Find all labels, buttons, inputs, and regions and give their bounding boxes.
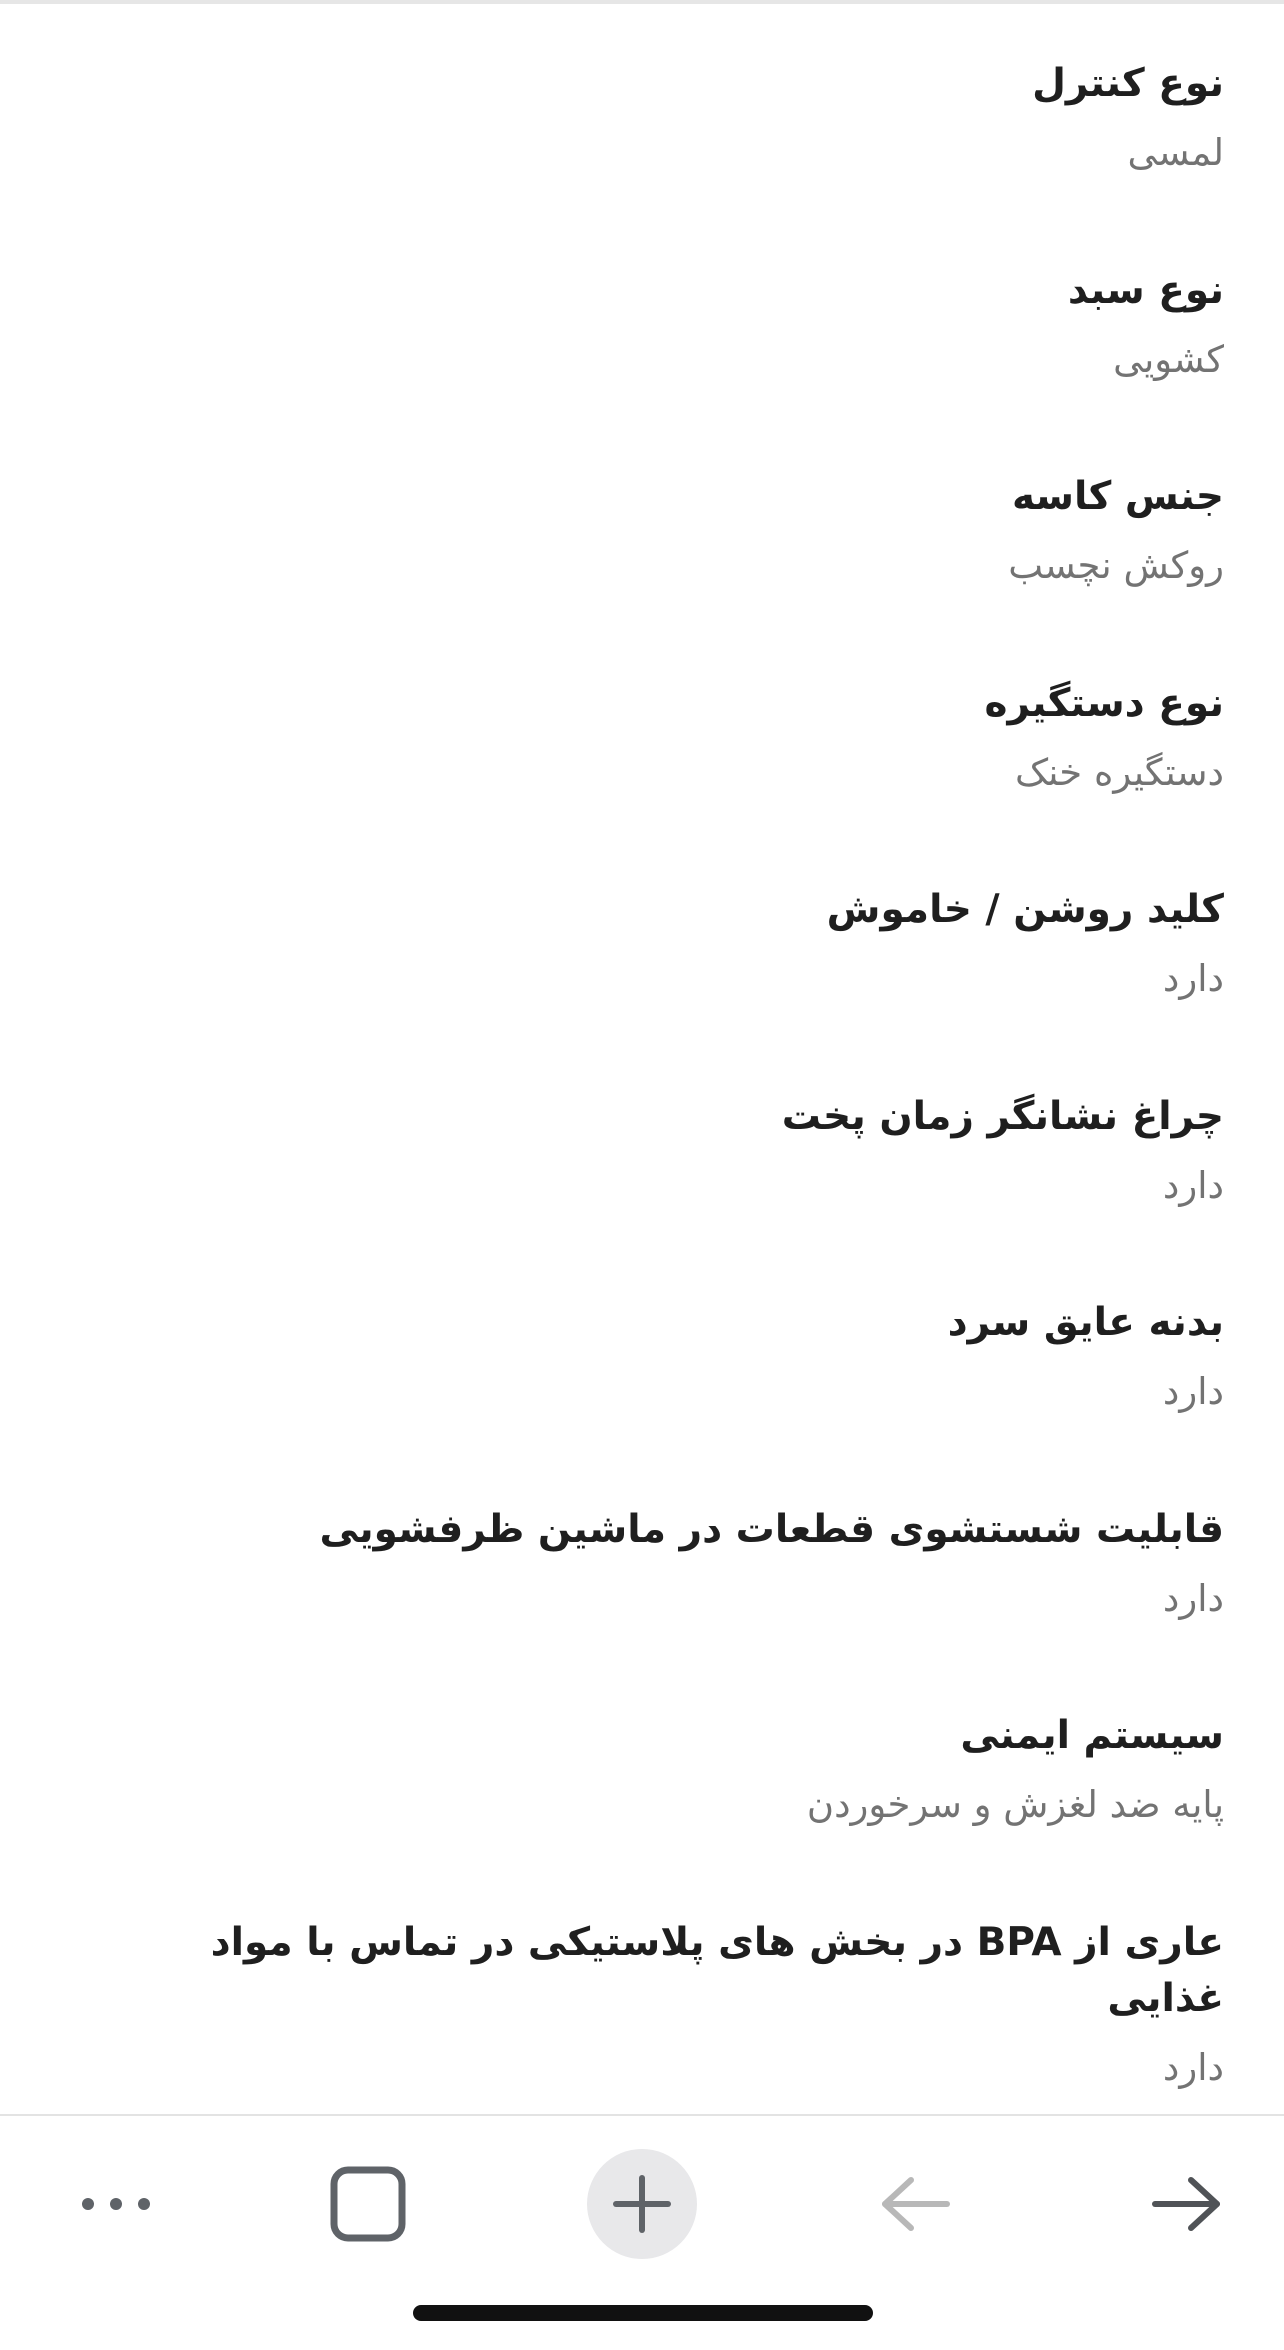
spec-title: چراغ نشانگر زمان پخت xyxy=(781,1093,1224,1139)
spec-value: دارد xyxy=(1162,1576,1224,1620)
top-divider xyxy=(0,0,1284,4)
spec-title: نوع کنترل xyxy=(1032,61,1224,106)
spec-title: نوع دستگیره xyxy=(984,680,1224,726)
plus-icon xyxy=(612,2174,672,2234)
spec-value: دارد xyxy=(1162,1163,1224,1207)
spec-title: عاری از BPA در بخش های پلاستیکی در تماس با مواد غذایی xyxy=(210,1919,1224,2021)
new-tab-circle xyxy=(587,2149,697,2259)
spec-item-power-switch xyxy=(90,882,1224,1069)
spec-title: بدنه عایق سرد xyxy=(947,1300,1224,1345)
spec-item-timer-light xyxy=(90,1089,1224,1276)
spec-item-basket-type xyxy=(90,263,1224,450)
forward-button[interactable] xyxy=(1132,2149,1242,2259)
spec-value: پایه ضد لغزش و سرخوردن xyxy=(806,1783,1224,1826)
more-icon xyxy=(76,2189,156,2219)
forward-arrow-icon xyxy=(1151,2174,1223,2234)
tabs-icon xyxy=(330,2166,406,2242)
new-tab-button[interactable] xyxy=(587,2149,697,2259)
spec-item-dishwasher-safe xyxy=(90,1502,1224,1689)
spec-item-handle-type xyxy=(90,676,1224,863)
spec-value: دستگیره خنک xyxy=(1015,750,1224,794)
spec-list xyxy=(90,36,1224,2350)
spec-title: قابلیت شستشوی قطعات در ماشین ظرفشویی xyxy=(319,1506,1224,1552)
more-button[interactable] xyxy=(61,2149,171,2259)
spec-value: روکش نچسب xyxy=(1008,544,1224,587)
spec-title: کلید روشن / خاموش xyxy=(826,887,1224,932)
spec-value: کشویی xyxy=(1113,337,1224,381)
spec-value: دارد xyxy=(1162,2045,1224,2089)
home-indicator[interactable] xyxy=(413,2305,873,2321)
spec-title: سیستم ایمنی xyxy=(960,1713,1224,1758)
tabs-button[interactable] xyxy=(313,2149,423,2259)
spec-value: لمسی xyxy=(1127,131,1224,174)
spec-item-bowl-material xyxy=(90,469,1224,656)
spec-value: دارد xyxy=(1162,1370,1224,1413)
spec-item-safety-system xyxy=(90,1708,1224,1895)
spec-value: دارد xyxy=(1162,957,1224,1000)
back-button[interactable] xyxy=(860,2149,970,2259)
spec-title: نوع سبد xyxy=(1067,267,1224,313)
back-arrow-icon xyxy=(879,2174,951,2234)
spec-title: جنس کاسه xyxy=(1011,474,1224,519)
spec-item-bpa-free xyxy=(90,1915,1224,2102)
spec-item-control-type xyxy=(90,56,1224,243)
spec-item-cool-body xyxy=(90,1295,1224,1482)
